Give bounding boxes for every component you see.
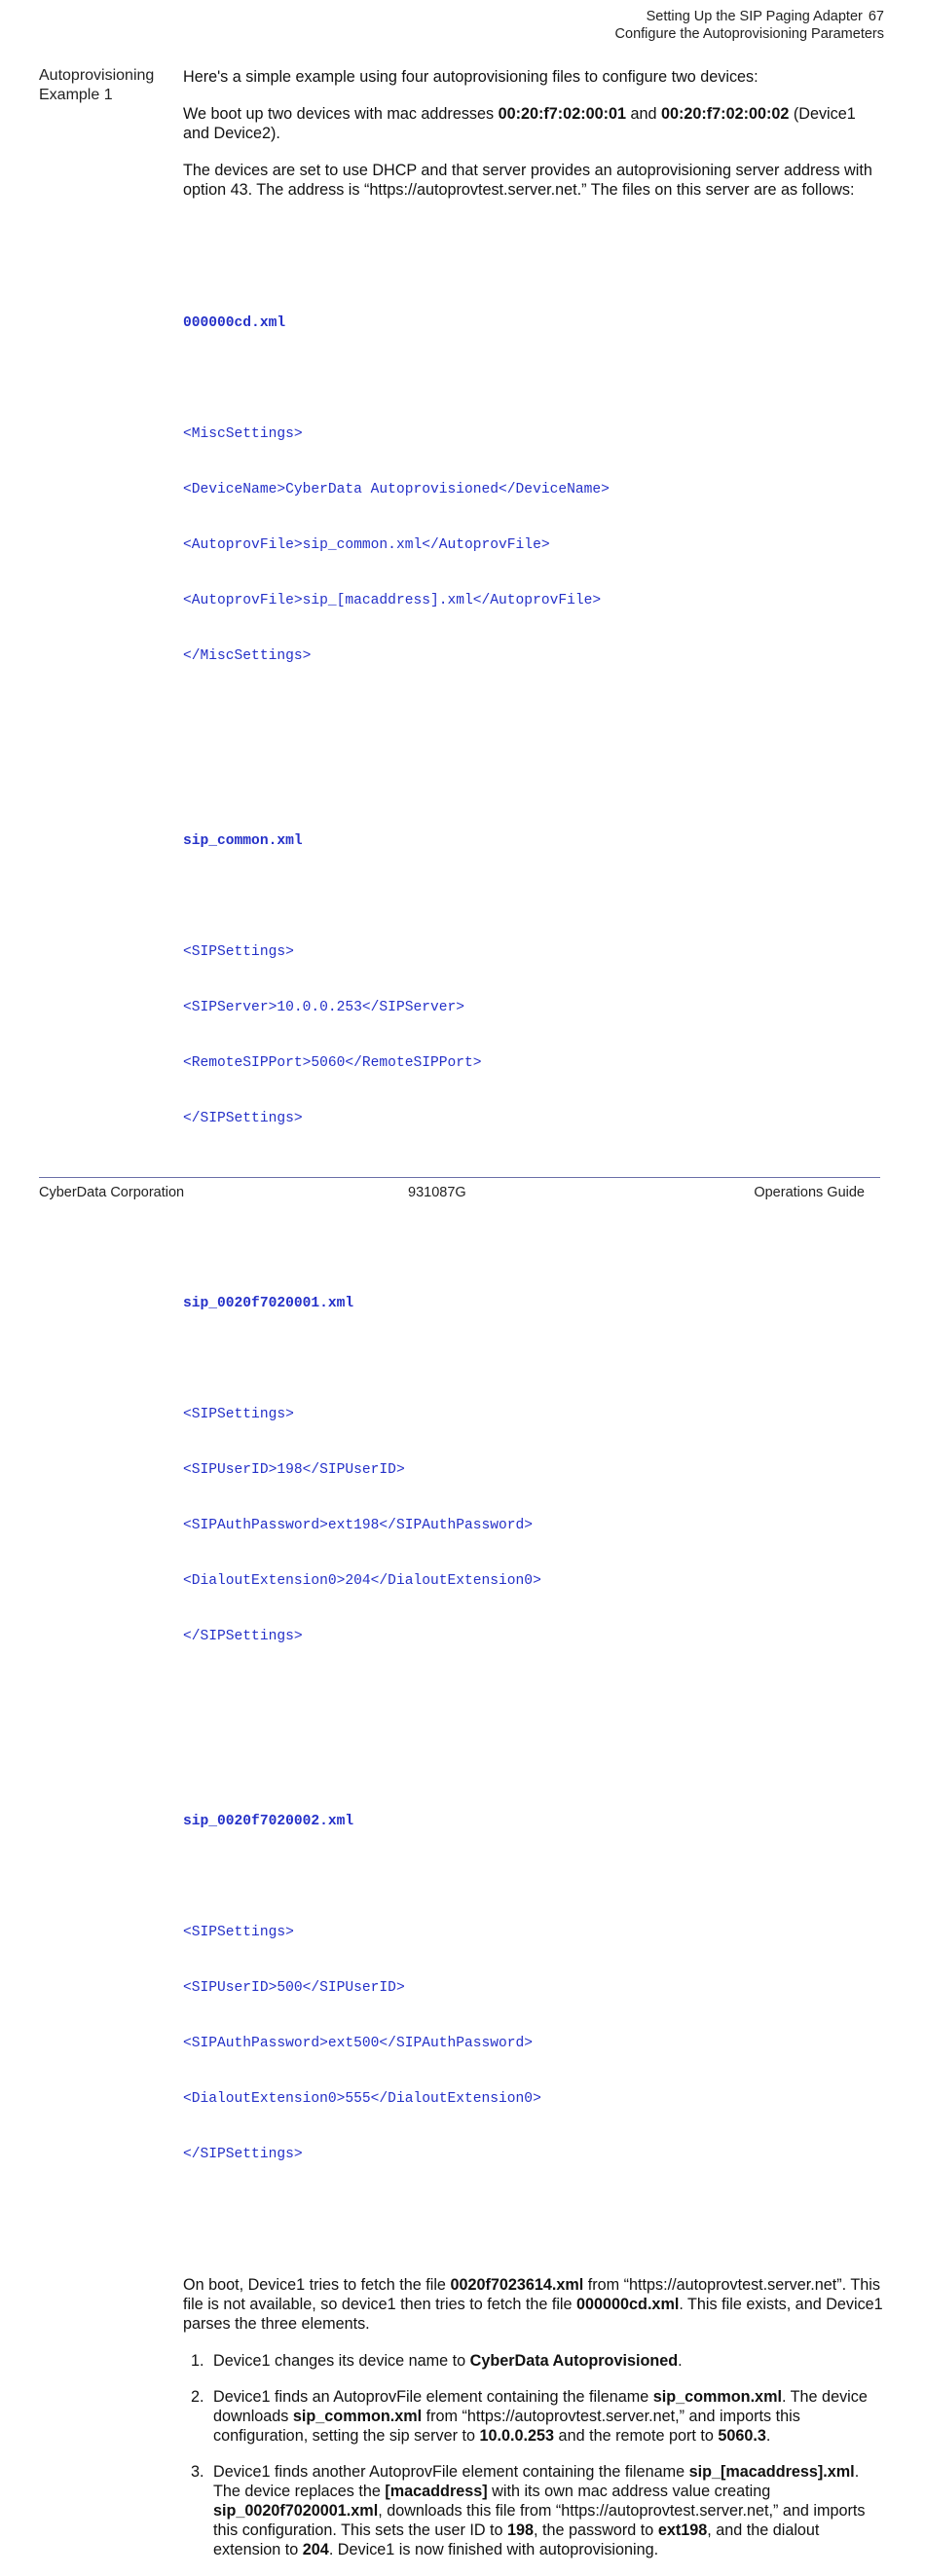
code-filename: sip_0020f7020002.xml [183, 1814, 354, 1829]
text-run: with its own mac address value creating [487, 2483, 771, 2500]
side-heading-line-1: Autoprovisioning [39, 67, 155, 84]
bold-filename: 0020f7023614.xml [450, 2276, 584, 2294]
header-line-1 [615, 8, 884, 25]
text-run: . [765, 2427, 771, 2445]
text-run: (Device1 and Device2). [183, 105, 856, 142]
code-line: </SIPSettings> [183, 1629, 303, 1644]
mac-address-2: 00:20:f7:02:00:02 [661, 105, 790, 123]
code-line: <SIPServer>10.0.0.253</SIPServer> [183, 1000, 465, 1015]
text-run: We boot up two devices with mac addresses [183, 105, 499, 123]
code-file-section [183, 1757, 886, 2238]
footer-guide-title: Operations Guide [754, 1185, 865, 1200]
text-run: On boot, Device1 tries to fetch the file [183, 2276, 451, 2294]
text-run: . This file exists, and Device1 parses the three elements. [183, 2296, 883, 2333]
text-run: Device1 finds an AutoprovFile element containing the filename [213, 2388, 653, 2406]
code-line: <SIPAuthPassword>ext198</SIPAuthPassword> [183, 1518, 534, 1533]
code-line: <RemoteSIPPort>5060</RemoteSIPPort> [183, 1055, 482, 1071]
bold-run: 204 [302, 2541, 329, 2558]
bold-run: [macaddress] [385, 2483, 488, 2500]
chapter-title: Setting Up the SIP Paging Adapter [646, 9, 863, 24]
bold-run: sip_common.xml [292, 2408, 423, 2425]
code-line: <AutoprovFile>sip_common.xml</AutoprovFile> [183, 537, 550, 553]
intro-paragraph: Here's a simple example using four autoprovisioning files to configure two devices: [183, 68, 758, 86]
code-line: <SIPSettings> [183, 944, 294, 960]
code-block [183, 388, 886, 703]
main-content [183, 67, 886, 2576]
code-line: <DialoutExtension0>555</DialoutExtension0> [183, 2091, 541, 2107]
bold-run: sip_[macaddress].xml [688, 2463, 855, 2481]
footer-divider [39, 1177, 880, 1178]
code-line: <MiscSettings> [183, 426, 303, 442]
text-run: and [625, 105, 661, 123]
code-filename: sip_0020f7020001.xml [183, 1296, 354, 1311]
boot-paragraph [183, 2275, 886, 2334]
code-line: <DeviceName>CyberData Autoprovisioned</DeviceName> [183, 482, 610, 497]
code-file-section [183, 777, 886, 1202]
side-heading-line-2: Example 1 [39, 87, 113, 103]
text-run: Device1 changes its device name to [213, 2352, 470, 2370]
list-number: 3. [191, 2463, 204, 2481]
bold-run: 10.0.0.253 [479, 2427, 555, 2445]
list-item [183, 2351, 886, 2371]
text-run: Device1 finds another AutoprovFile element containing the filename [213, 2463, 689, 2481]
code-listing [183, 217, 886, 2275]
steps-list [183, 2351, 886, 2559]
text-run: from “https://autoprovtest.server.net,” and imports this configuration, setting the sip server to [213, 2408, 800, 2445]
page-number: 67 [868, 9, 884, 24]
code-line: <AutoprovFile>sip_[macaddress].xml</AutoprovFile> [183, 593, 602, 608]
dhcp-paragraph: The devices are set to use DHCP and that server provides an autoprovisioning server address with option 43. The address is “https://autoprovtest.server.net.” The files on this server are as follows: [183, 162, 872, 199]
code-file-section [183, 1239, 886, 1720]
code-filename: 000000cd.xml [183, 315, 286, 331]
list-item [183, 2387, 886, 2446]
mac-address-1: 00:20:f7:02:00:01 [498, 105, 626, 123]
text-run: , and the dialout extension to [213, 2521, 820, 2558]
code-line: </MiscSettings> [183, 648, 312, 664]
code-filename: sip_common.xml [183, 833, 303, 849]
footer-doc-number: 931087G [408, 1185, 466, 1200]
code-line: <SIPUserID>500</SIPUserID> [183, 1980, 405, 1996]
code-line: </SIPSettings> [183, 2147, 303, 2162]
code-line: <SIPAuthPassword>ext500</SIPAuthPassword> [183, 2036, 534, 2051]
bold-filename: 000000cd.xml [576, 2296, 680, 2313]
text-run: . Device1 is now finished with autoprovisioning. [328, 2541, 659, 2558]
code-block [183, 906, 886, 1165]
bold-run: 5060.3 [718, 2427, 766, 2445]
bold-run: sip_0020f7020001.xml [213, 2502, 379, 2520]
bold-run: ext198 [657, 2521, 708, 2539]
code-block [183, 1369, 886, 1683]
text-run: . The device downloads [213, 2388, 868, 2425]
page-header [615, 8, 884, 43]
text-run: , the password to [534, 2521, 658, 2539]
code-line: <SIPUserID>198</SIPUserID> [183, 1462, 405, 1478]
text-run: and the remote port to [554, 2427, 719, 2445]
bold-run: sip_common.xml [652, 2388, 782, 2406]
list-number: 2. [191, 2388, 204, 2406]
bold-run: 198 [507, 2521, 535, 2539]
code-line: <DialoutExtension0>204</DialoutExtension0> [183, 1573, 541, 1589]
text-run: , downloads this file from “https://autoprovtest.server.net,” and imports this configuration. This sets the user ID to [213, 2502, 866, 2539]
footer-company: CyberData Corporation [39, 1185, 185, 1200]
mac-address-paragraph [183, 104, 886, 143]
code-line: <SIPSettings> [183, 1407, 294, 1422]
code-block [183, 1887, 886, 2201]
side-heading [39, 66, 175, 105]
list-item [183, 2462, 886, 2559]
section-title: Configure the Autoprovisioning Parameters [614, 26, 884, 42]
text-run: . [678, 2352, 683, 2370]
text-run: . The device replaces the [213, 2463, 860, 2500]
text-run: from “https://autoprovtest.server.net”. This file is not available, so device1 then tries to fetch the file [183, 2276, 880, 2313]
code-line: <SIPSettings> [183, 1925, 294, 1940]
code-file-section [183, 254, 886, 740]
code-line: </SIPSettings> [183, 1111, 303, 1126]
list-number: 1. [191, 2352, 204, 2370]
bold-run: CyberData Autoprovisioned [469, 2352, 679, 2370]
